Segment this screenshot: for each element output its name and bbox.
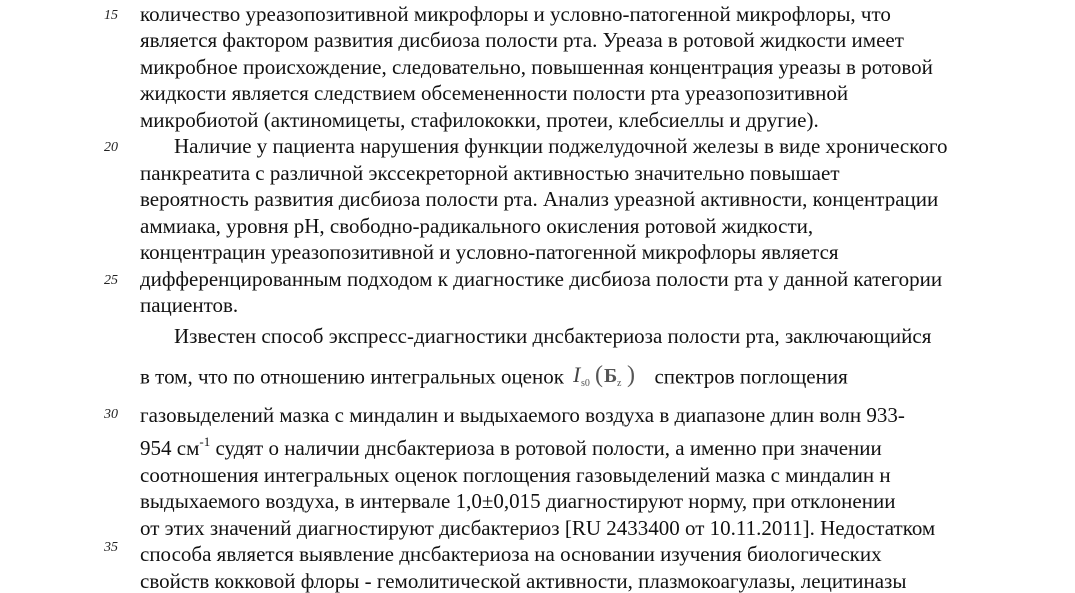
text-line: жидкости является следствием обсемененности полости рта уреазопозитивной: [140, 81, 849, 105]
line-number: 20: [104, 140, 118, 155]
text-line: свойств кокковой флоры - гемолитической активности, плазмокоагулазы, лецитиназы: [140, 569, 907, 593]
svg-text:): ): [627, 362, 636, 388]
text-line: микробное происхождение, следовательно, повышенная концентрация уреазы в ротовой: [140, 55, 933, 79]
text-line: дифференцированным подходом к диагностике дисбиоза полости рта у данной категории: [140, 267, 943, 291]
text-line: способа является выявление днсбактериоза на основании изучения биологических: [140, 542, 882, 566]
line-number: 25: [104, 273, 118, 288]
text-line: количество уреазопозитивной микрофлоры и условно-патогенной микрофлоры, что: [140, 2, 891, 26]
text-segment: судят о наличии днсбактериоза в ротовой полости, а именно при значении: [210, 436, 882, 460]
formula-glyph: [573, 361, 643, 389]
text-line: выдыхаемого воздуха, в интервале 1,0±0,015 диагностируют норму, при отклонении: [140, 489, 896, 513]
svg-text:Б: Б: [604, 365, 618, 387]
text-line: пациентов.: [140, 293, 239, 317]
integral-estimate-formula: [573, 361, 643, 396]
line-number: 30: [104, 407, 118, 422]
svg-text:s0: s0: [581, 378, 591, 389]
line-number: 15: [104, 8, 118, 23]
svg-text:(: (: [595, 362, 604, 388]
text-line: является фактором развития дисбиоза полости рта. Уреаза в ротовой жидкости имеет: [140, 28, 904, 52]
text-line: газовыделений мазка с миндалин и выдыхаемого воздуха в диапазоне длин волн 933-: [140, 403, 905, 427]
text-line: вероятность развития дисбиоза полости рта. Анализ уреазной активности, концентрации: [140, 187, 939, 211]
text-segment: спектров поглощения: [654, 364, 848, 389]
text-line: [140, 436, 882, 460]
text-line: от этих значений диагностируют дисбактериоз [RU 2433400 от 10.11.2011]. Недостатком: [140, 516, 936, 540]
text-segment: в том, что по отношению интегральных оценок: [140, 364, 564, 389]
text-segment: 954 см: [140, 436, 200, 460]
text-line: Наличие у пациента нарушения функции поджелудочной железы в виде хронического: [174, 134, 948, 158]
text-line: панкреатита с различной экссекреторной активностью значительно повышает: [140, 161, 840, 185]
superscript: -1: [199, 434, 211, 449]
text-line: аммиака, уровня pH, свободно-радикального окисления ротовой жидкости,: [140, 214, 814, 238]
text-line: соотношения интегральных оценок поглощения газовыделений мазка с миндалин н: [140, 463, 891, 487]
line-number: 35: [104, 540, 118, 555]
text-line: микробиотой (актиномицеты, стафилококки, протеи, клебсиеллы и другие).: [140, 108, 819, 132]
text-line: Известен способ экспресс-диагностики днсбактериоза полости рта, заключающийся: [174, 324, 932, 348]
formula-line: [140, 361, 848, 396]
svg-text:I: I: [573, 362, 581, 387]
text-line: концентрацин уреазопозитивной и условно-патогенной микрофлоры является: [140, 240, 839, 264]
svg-text:z: z: [617, 378, 622, 389]
